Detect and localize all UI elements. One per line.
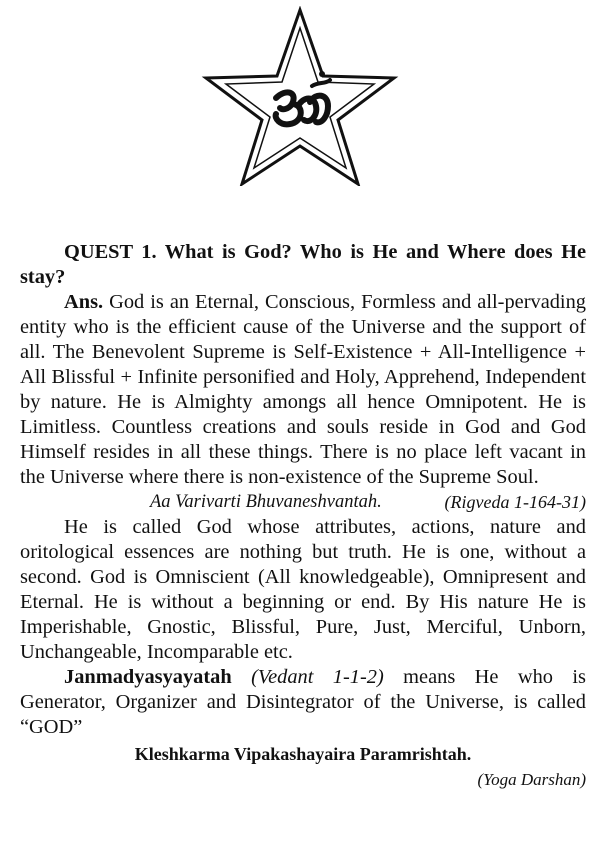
janmadya-term: Janmadyasyayatah — [64, 666, 232, 688]
rigveda-citation — [20, 490, 586, 515]
yoga-citation-verse: Kleshkarma Vipakashayaira Paramrishtah. — [134, 744, 472, 764]
vedant-reference: (Vedant 1-1-2) — [251, 666, 384, 688]
citation-reference: (Rigveda 1-164-31) — [444, 492, 586, 512]
answer-label: Ans. — [64, 291, 104, 313]
citation-verse: Aa Varivarti Bhuvaneshvantah. — [150, 492, 382, 512]
janmadya-paragraph — [20, 665, 586, 740]
question-heading — [20, 240, 586, 290]
om-star-emblem — [200, 6, 400, 186]
yoga-citation-source: (Yoga Darshan) — [477, 770, 586, 789]
answer-paragraph — [20, 290, 586, 490]
attributes-paragraph: He is called God whose attributes, actions, nature and oritological essences are nothing but truth. He is one, without a second. God is Omniscient (All knowledgeable), Omnipresent and Eternal. He is without a beginning or end. By His nature He is Imperishable, Gnostic, Blissful, Pure, Just, Merciful, Unborn, Unchangeable, Incomparable etc. — [20, 516, 586, 663]
text-body — [20, 240, 586, 792]
question-text: What is God? Who is He and Where does He stay? — [20, 241, 586, 288]
janmadya-text: means He who is Generator, Organizer and Disintegrator of the Universe, is called “GOD” — [20, 666, 586, 738]
answer-text: God is an Eternal, Conscious, Formless and all-pervading entity who is the efficient cause of the Universe and the support of all. The Benevolent Supreme is Self-Existence + All-Intelligence + All Blissful + Infinite personified and Holy, Apprehend, Independent by nature. He is Almighty amongs all hence Omnipotent. He is Limitless. Countless creations and souls reside in God and God Himself resides in all these things. There is no place left vacant in the Universe where there is non-existence of the Supreme Soul. — [20, 291, 586, 488]
question-label: QUEST 1. — [64, 241, 157, 263]
